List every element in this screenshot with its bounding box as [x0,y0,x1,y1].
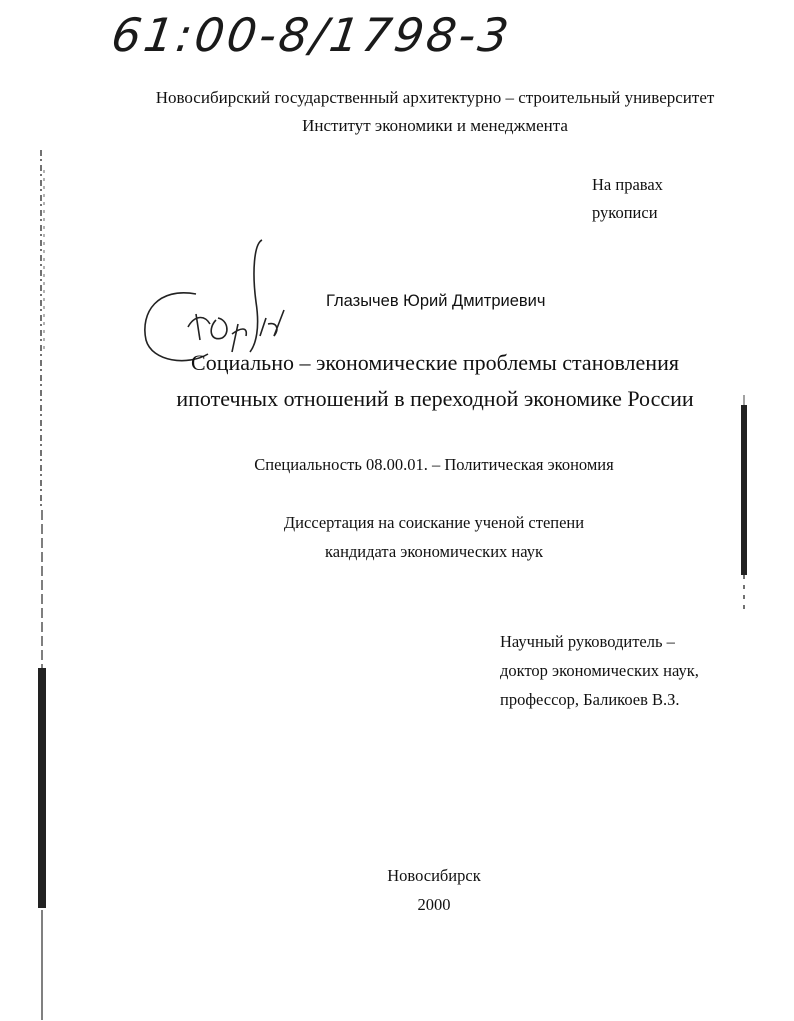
institute-name: Институт экономики и менеджмента [302,116,568,135]
supervisor-line-2: доктор экономических наук, [500,661,699,680]
archive-number-handwritten: 61:00-8/1798-3 [108,8,515,62]
dissertation-title-line-2: ипотечных отношений в переходной экономике России [176,386,694,411]
author-name: Глазычев Юрий Дмитриевич [326,292,546,310]
city: Новосибирск [387,866,481,885]
dissertation-degree-line-2: кандидата экономических наук [324,542,543,561]
rights-line-2: рукописи [592,203,658,222]
supervisor-line-1: Научный руководитель – [500,632,675,651]
supervisor-line-3: профессор, Баликоев В.З. [500,690,680,709]
year: 2000 [417,895,451,914]
scan-margin-noise-right [738,395,752,615]
scan-margin-noise-left [36,150,50,1020]
university-name: Новосибирский государственный архитектурно – строительный университет [155,88,715,107]
dissertation-degree-line-1: Диссертация на соискание ученой степени [283,513,585,532]
rights-line-1: На правах [592,175,663,194]
specialty: Специальность 08.00.01. – Политическая экономия [254,455,614,474]
dissertation-title-line-1: Социально – экономические проблемы становления [191,350,679,375]
